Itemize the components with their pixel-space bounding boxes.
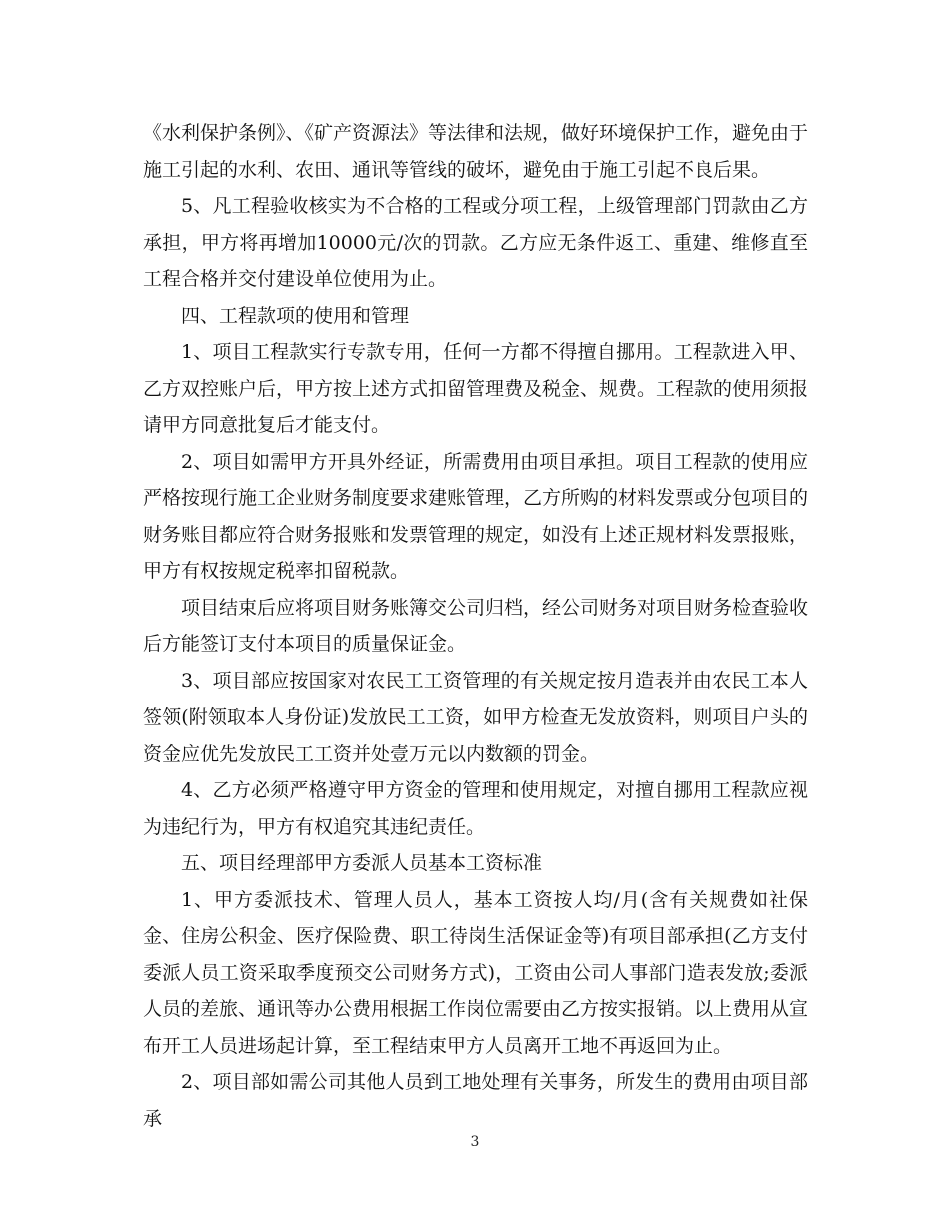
page-number: 3 [470,1134,480,1150]
section-heading-4: 四、工程款项的使用和管理 [181,304,410,327]
paragraph-1: 《水利保护条例》、《矿产资源法》等法律和法规，做好环境保护工作，避免由于施工引起的水利、农田、通讯等管线的破坏，避免由于施工引起不良后果。 [143,122,809,181]
document-body [143,115,808,1137]
paragraph-7: 4、乙方必须严格遵守甲方资金的管理和使用规定，对擅自挪用工程款应视为违纪行为，甲方有权追究其违纪责任。 [143,779,808,838]
paragraph-2: 5、凡工程验收核实为不合格的工程或分项工程，上级管理部门罚款由乙方承担，甲方将再增加10000元/次的罚款。乙方应无条件返工、重建、维修直至工程合格并交付建设单位使用为止。 [143,195,808,290]
section-heading-5: 五、项目经理部甲方委派人员基本工资标准 [181,852,543,874]
paragraph-6: 3、项目部应按国家对农民工工资管理的有关规定按月造表并由农民工本人签领(附领取本人身份证)发放民工工资，如甲方检查无发放资料，则项目户头的资金应优先发放民工工资并处壹万元以内数额的罚金。 [143,669,808,765]
paragraph-9: 2、项目部如需公司其他人员到工地处理有关事务，所发生的费用由项目部承 [143,1071,808,1130]
paragraph-3: 1、项目工程款实行专款专用，任何一方都不得擅自挪用。工程款进入甲、乙方双控账户后，甲方按上述方式扣留管理费及税金、规费。工程款的使用须报请甲方同意批复后才能支付。 [143,341,809,436]
paragraph-4: 2、项目如需甲方开具外经证，所需费用由项目承担。项目工程款的使用应严格按现行施工企业财务制度要求建账管理，乙方所购的材料发票或分包项目的财务账目都应符合财务报账和发票管理的规定，如没有上述正规材料发票报账，甲方有权按规定税率扣留税款。 [143,450,809,582]
paragraph-8: 1、甲方委派技术、管理人员人，基本工资按人均/月(含有关规费如社保金、住房公积金、医疗保险费、职工待岗生活保证金等)有项目部承担(乙方支付委派人员工资采取季度预交公司财务方式)，工资由公司人事部门造表发放;委派人员的差旅、通讯等办公费用根据工作岗位需要由乙方按实报销。以上费用从宣布开工人员进场起计算，至工程结束甲方人员离开工地不再返回为止。 [143,888,809,1057]
paragraph-5: 项目结束后应将项目财务账簿交公司归档，经公司财务对项目财务检查验收后方能签订支付本项目的质量保证金。 [143,596,809,655]
